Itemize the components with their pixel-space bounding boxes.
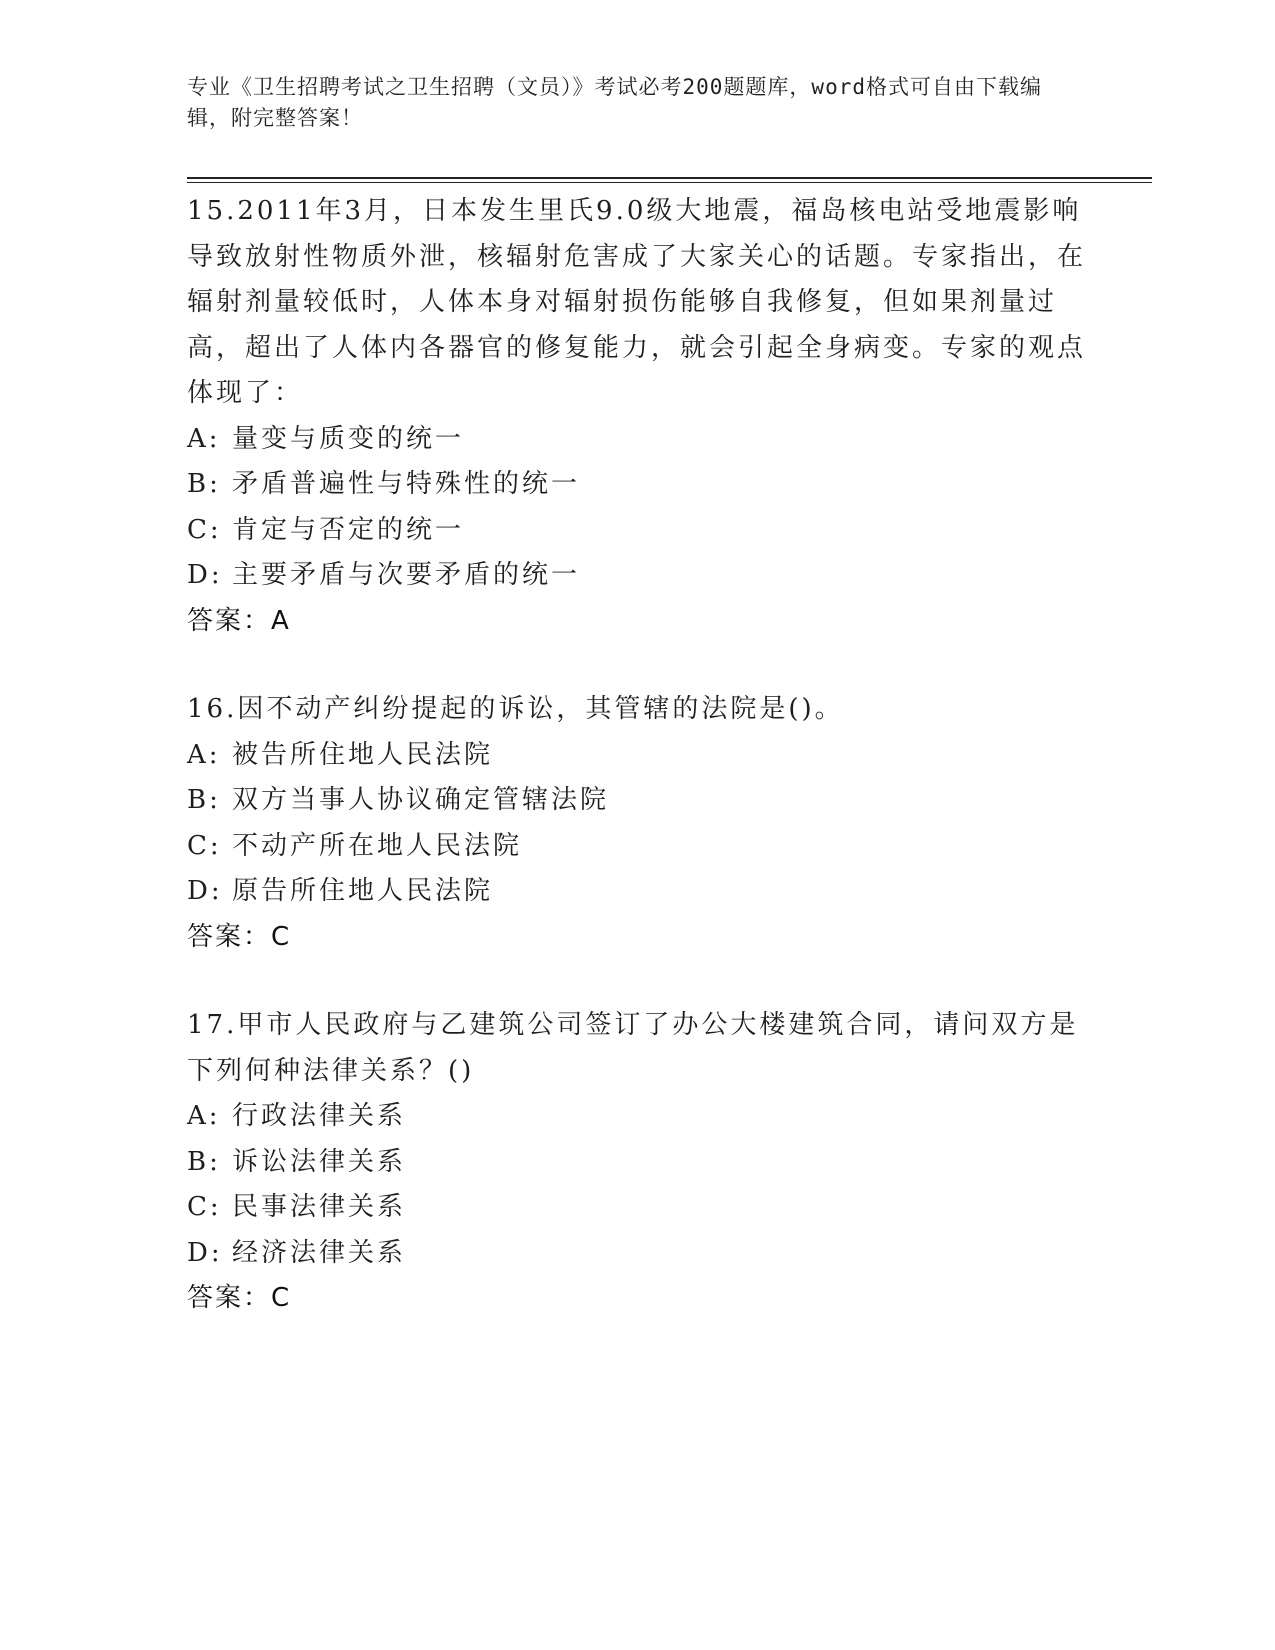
option-letter: A: (187, 423, 221, 454)
option-text: 不动产所在地人民法院 (232, 830, 523, 861)
option-a (187, 417, 1087, 463)
option-text: 被告所住地人民法院 (232, 739, 494, 770)
option-text: 主要矛盾与次要矛盾的统一 (232, 560, 581, 590)
answer-line: 答案：C (187, 1283, 292, 1313)
option-a (187, 733, 1087, 779)
option-text: 诉讼法律关系 (232, 1146, 407, 1177)
answer-line: 答案：C (187, 921, 292, 952)
option-b (187, 462, 1087, 508)
option-letter: A: (187, 739, 221, 770)
header-divider-thin (187, 182, 1152, 183)
question-stem: 17.甲市人民政府与乙建筑公司签订了办公大楼建筑合同，请问双方是下列何种法律关系？() (187, 1010, 1079, 1086)
option-d (187, 553, 1087, 599)
question-17 (187, 1003, 1087, 1322)
option-b (187, 1140, 1087, 1186)
question-stem: 15.2011年3月，日本发生里氏9.0级大地震，福岛核电站受地震影响导致放射性物质外泄，核辐射危害成了大家关心的话题。专家指出，在辐射剂量较低时，人体本身对辐射损伤能够自我修复，但如果剂量过高，超出了人体内各器官的修复能力，就会引起全身病变。专家的观点体现了： (187, 196, 1087, 408)
option-text: 原告所住地人民法院 (232, 876, 494, 906)
option-text: 民事法律关系 (232, 1192, 407, 1222)
option-letter: B: (187, 1146, 221, 1177)
option-b (187, 778, 1087, 824)
question-stem: 16.因不动产纠纷提起的诉讼，其管辖的法院是()。 (187, 694, 844, 724)
option-letter: B: (187, 785, 221, 815)
option-text: 量变与质变的统一 (232, 423, 465, 454)
option-c (187, 508, 1087, 554)
option-letter: D: (187, 560, 223, 590)
option-c (187, 1185, 1087, 1231)
option-text: 经济法律关系 (232, 1237, 407, 1268)
option-text: 双方当事人协议确定管辖法院 (232, 785, 610, 815)
option-text: 矛盾普遍性与特殊性的统一 (232, 469, 581, 499)
question-15 (187, 189, 1087, 644)
question-16 (187, 687, 1087, 960)
option-a (187, 1094, 1087, 1140)
option-c (187, 824, 1087, 870)
option-letter: D: (187, 876, 223, 906)
header-divider (187, 177, 1152, 179)
document-header: 专业《卫生招聘考试之卫生招聘（文员）》考试必考200题题库，word格式可自由下载编辑，附完整答案！ (187, 75, 1042, 130)
option-letter: C: (187, 830, 222, 861)
option-letter: B: (187, 469, 221, 499)
question-list (187, 189, 1087, 1365)
option-text: 肯定与否定的统一 (232, 514, 465, 545)
option-d (187, 1231, 1087, 1277)
option-d (187, 869, 1087, 915)
option-text: 行政法律关系 (232, 1101, 407, 1131)
option-letter: A: (187, 1101, 221, 1131)
option-letter: D: (187, 1237, 223, 1268)
option-letter: C: (187, 514, 222, 545)
option-letter: C: (187, 1192, 222, 1222)
answer-line: 答案：A (187, 605, 291, 636)
